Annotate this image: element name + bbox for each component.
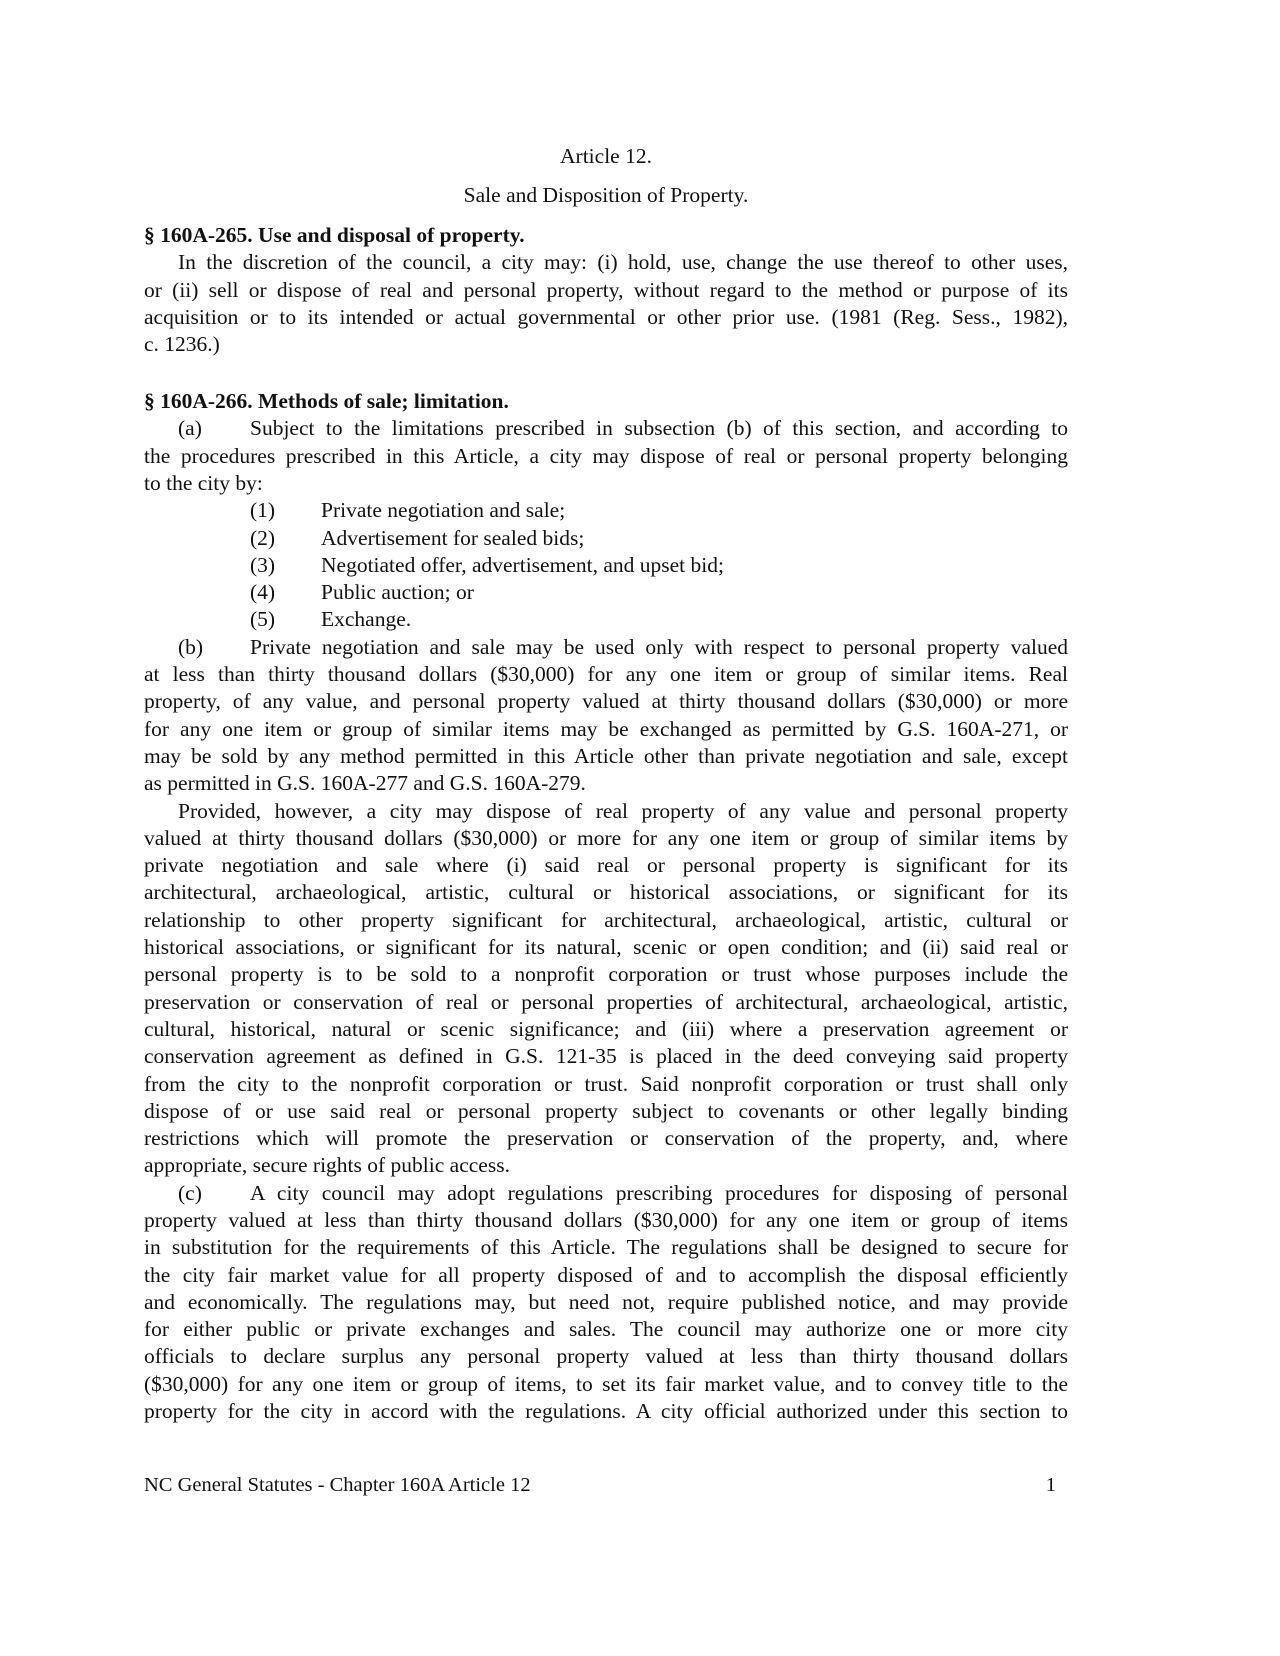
paragraph-line: preservation or conservation of real or personal properties of architectural, archaeological, artistic, (144, 989, 1068, 1014)
paragraph-line: or (ii) sell or dispose of real and personal property, without regard to the method or purpose of its (144, 277, 1068, 302)
section-spacer (144, 358, 1068, 388)
subsection-label: (a) (178, 416, 202, 441)
paragraph-line (144, 1180, 1068, 1207)
page-footer (144, 1472, 1056, 1499)
paragraph-line: property valued at less than thirty thousand dollars ($30,000) for any one item or group of items (144, 1207, 1068, 1232)
list-item-number: (1) (250, 498, 276, 523)
paragraph-line: from the city to the nonprofit corporation or trust. Said nonprofit corporation or trust shall only (144, 1071, 1068, 1096)
paragraph-line: appropriate, secure rights of public access. (144, 1153, 510, 1178)
paragraph-line (144, 415, 1068, 442)
paragraph-line: In the discretion of the council, a city may: (i) hold, use, change the use thereof to other uses, (178, 250, 1068, 275)
article-title: Sale and Disposition of Property. (463, 183, 749, 207)
page-number: 1 (1045, 1474, 1056, 1496)
list-item-text: Advertisement for sealed bids; (321, 525, 585, 550)
list-item (144, 497, 1068, 524)
line-text: Private negotiation and sale may be used only with respect to personal property valued (250, 634, 1068, 659)
line-text: Subject to the limitations prescribed in subsection (b) of this section, and according to (250, 416, 1068, 441)
paragraph-line: conservation agreement as defined in G.S. 121-35 is placed in the deed conveying said property (144, 1044, 1068, 1069)
list-item-number: (4) (250, 580, 276, 605)
list-item-number: (3) (250, 552, 276, 577)
section-heading: § 160A-265. Use and disposal of property. (144, 223, 525, 247)
document-body (144, 222, 1068, 1425)
paragraph-line: for any one item or group of similar items may be exchanged as permitted by G.S. 160A-271, or (144, 716, 1068, 741)
footer-title: NC General Statutes - Chapter 160A Article 12 (144, 1474, 531, 1496)
subsection-label: (b) (178, 634, 204, 659)
paragraph-line: architectural, archaeological, artistic, cultural or historical associations, or significant for its (144, 880, 1068, 905)
paragraph-line: dispose of or use said real or personal property subject to covenants or other legally binding (144, 1098, 1068, 1123)
paragraph-line: the city fair market value for all property disposed of and to accomplish the disposal efficiently (144, 1262, 1068, 1287)
list-item (144, 525, 1068, 552)
paragraph-line: relationship to other property significant for architectural, archaeological, artistic, cultural or (144, 907, 1068, 932)
list-item-text: Negotiated offer, advertisement, and upset bid; (321, 552, 724, 577)
paragraph (144, 249, 1068, 358)
paragraph-line: historical associations, or significant for its natural, scenic or open condition; and (ii) said real or (144, 935, 1068, 960)
list-item-text: Public auction; or (321, 580, 474, 605)
paragraph-line: in substitution for the requirements of this Article. The regulations shall be designed to secure for (144, 1235, 1068, 1260)
list-item-number: (5) (250, 607, 276, 632)
paragraph-line: as permitted in G.S. 160A-277 and G.S. 160A-279. (144, 771, 586, 796)
paragraph (144, 634, 1068, 798)
paragraph-line: and economically. The regulations may, but need not, require published notice, and may provide (144, 1289, 1068, 1314)
paragraph-line: c. 1236.) (144, 332, 220, 357)
paragraph-line: restrictions which will promote the preservation or conservation of the property, and, where (144, 1126, 1068, 1151)
paragraph-line: acquisition or to its intended or actual governmental or other prior use. (1981 (Reg. Sess., 1982), (144, 304, 1068, 329)
list-item (144, 579, 1068, 606)
paragraph-line: cultural, historical, natural or scenic significance; and (iii) where a preservation agreement or (144, 1016, 1068, 1041)
list-item (144, 552, 1068, 579)
paragraph-line: property for the city in accord with the regulations. A city official authorized under this section to (144, 1399, 1068, 1424)
paragraph-line: ($30,000) for any one item or group of items, to set its fair market value, and to convey title to the (144, 1371, 1068, 1396)
line-text: A city council may adopt regulations prescribing procedures for disposing of personal (250, 1180, 1068, 1205)
paragraph (144, 1180, 1068, 1426)
paragraph-line: property, of any value, and personal property valued at thirty thousand dollars ($30,000) or more (144, 689, 1068, 714)
paragraph-line: may be sold by any method permitted in this Article other than private negotiation and sale, except (144, 743, 1068, 768)
paragraph-line: officials to declare surplus any personal property valued at less than thirty thousand dollars (144, 1344, 1068, 1369)
paragraph-line: to the city by: (144, 470, 263, 495)
list-item-number: (2) (250, 525, 276, 550)
paragraph-line: valued at thirty thousand dollars ($30,000) or more for any one item or group of similar items by (144, 825, 1068, 850)
paragraph-line: for either public or private exchanges and sales. The council may authorize one or more city (144, 1317, 1068, 1342)
paragraph-line: private negotiation and sale where (i) said real or personal property is significant for its (144, 853, 1068, 878)
list-item (144, 606, 1068, 633)
paragraph (144, 415, 1068, 497)
paragraph-line: at less than thirty thousand dollars ($30,000) for any one item or group of similar items. Real (144, 662, 1068, 687)
article-number: Article 12. (560, 144, 652, 168)
paragraph-line (144, 634, 1068, 661)
subsection-label: (c) (178, 1180, 202, 1205)
paragraph (144, 798, 1068, 1180)
paragraph-line: personal property is to be sold to a nonprofit corporation or trust whose purposes include the (144, 962, 1068, 987)
section-heading: § 160A-266. Methods of sale; limitation. (144, 389, 509, 414)
list-item-text: Private negotiation and sale; (321, 498, 566, 523)
paragraph-line: Provided, however, a city may dispose of real property of any value and personal property (178, 798, 1068, 823)
list-item-text: Exchange. (321, 607, 412, 632)
paragraph-line: the procedures prescribed in this Article, a city may dispose of real or personal property belonging (144, 443, 1068, 468)
document-page (144, 143, 1068, 1425)
